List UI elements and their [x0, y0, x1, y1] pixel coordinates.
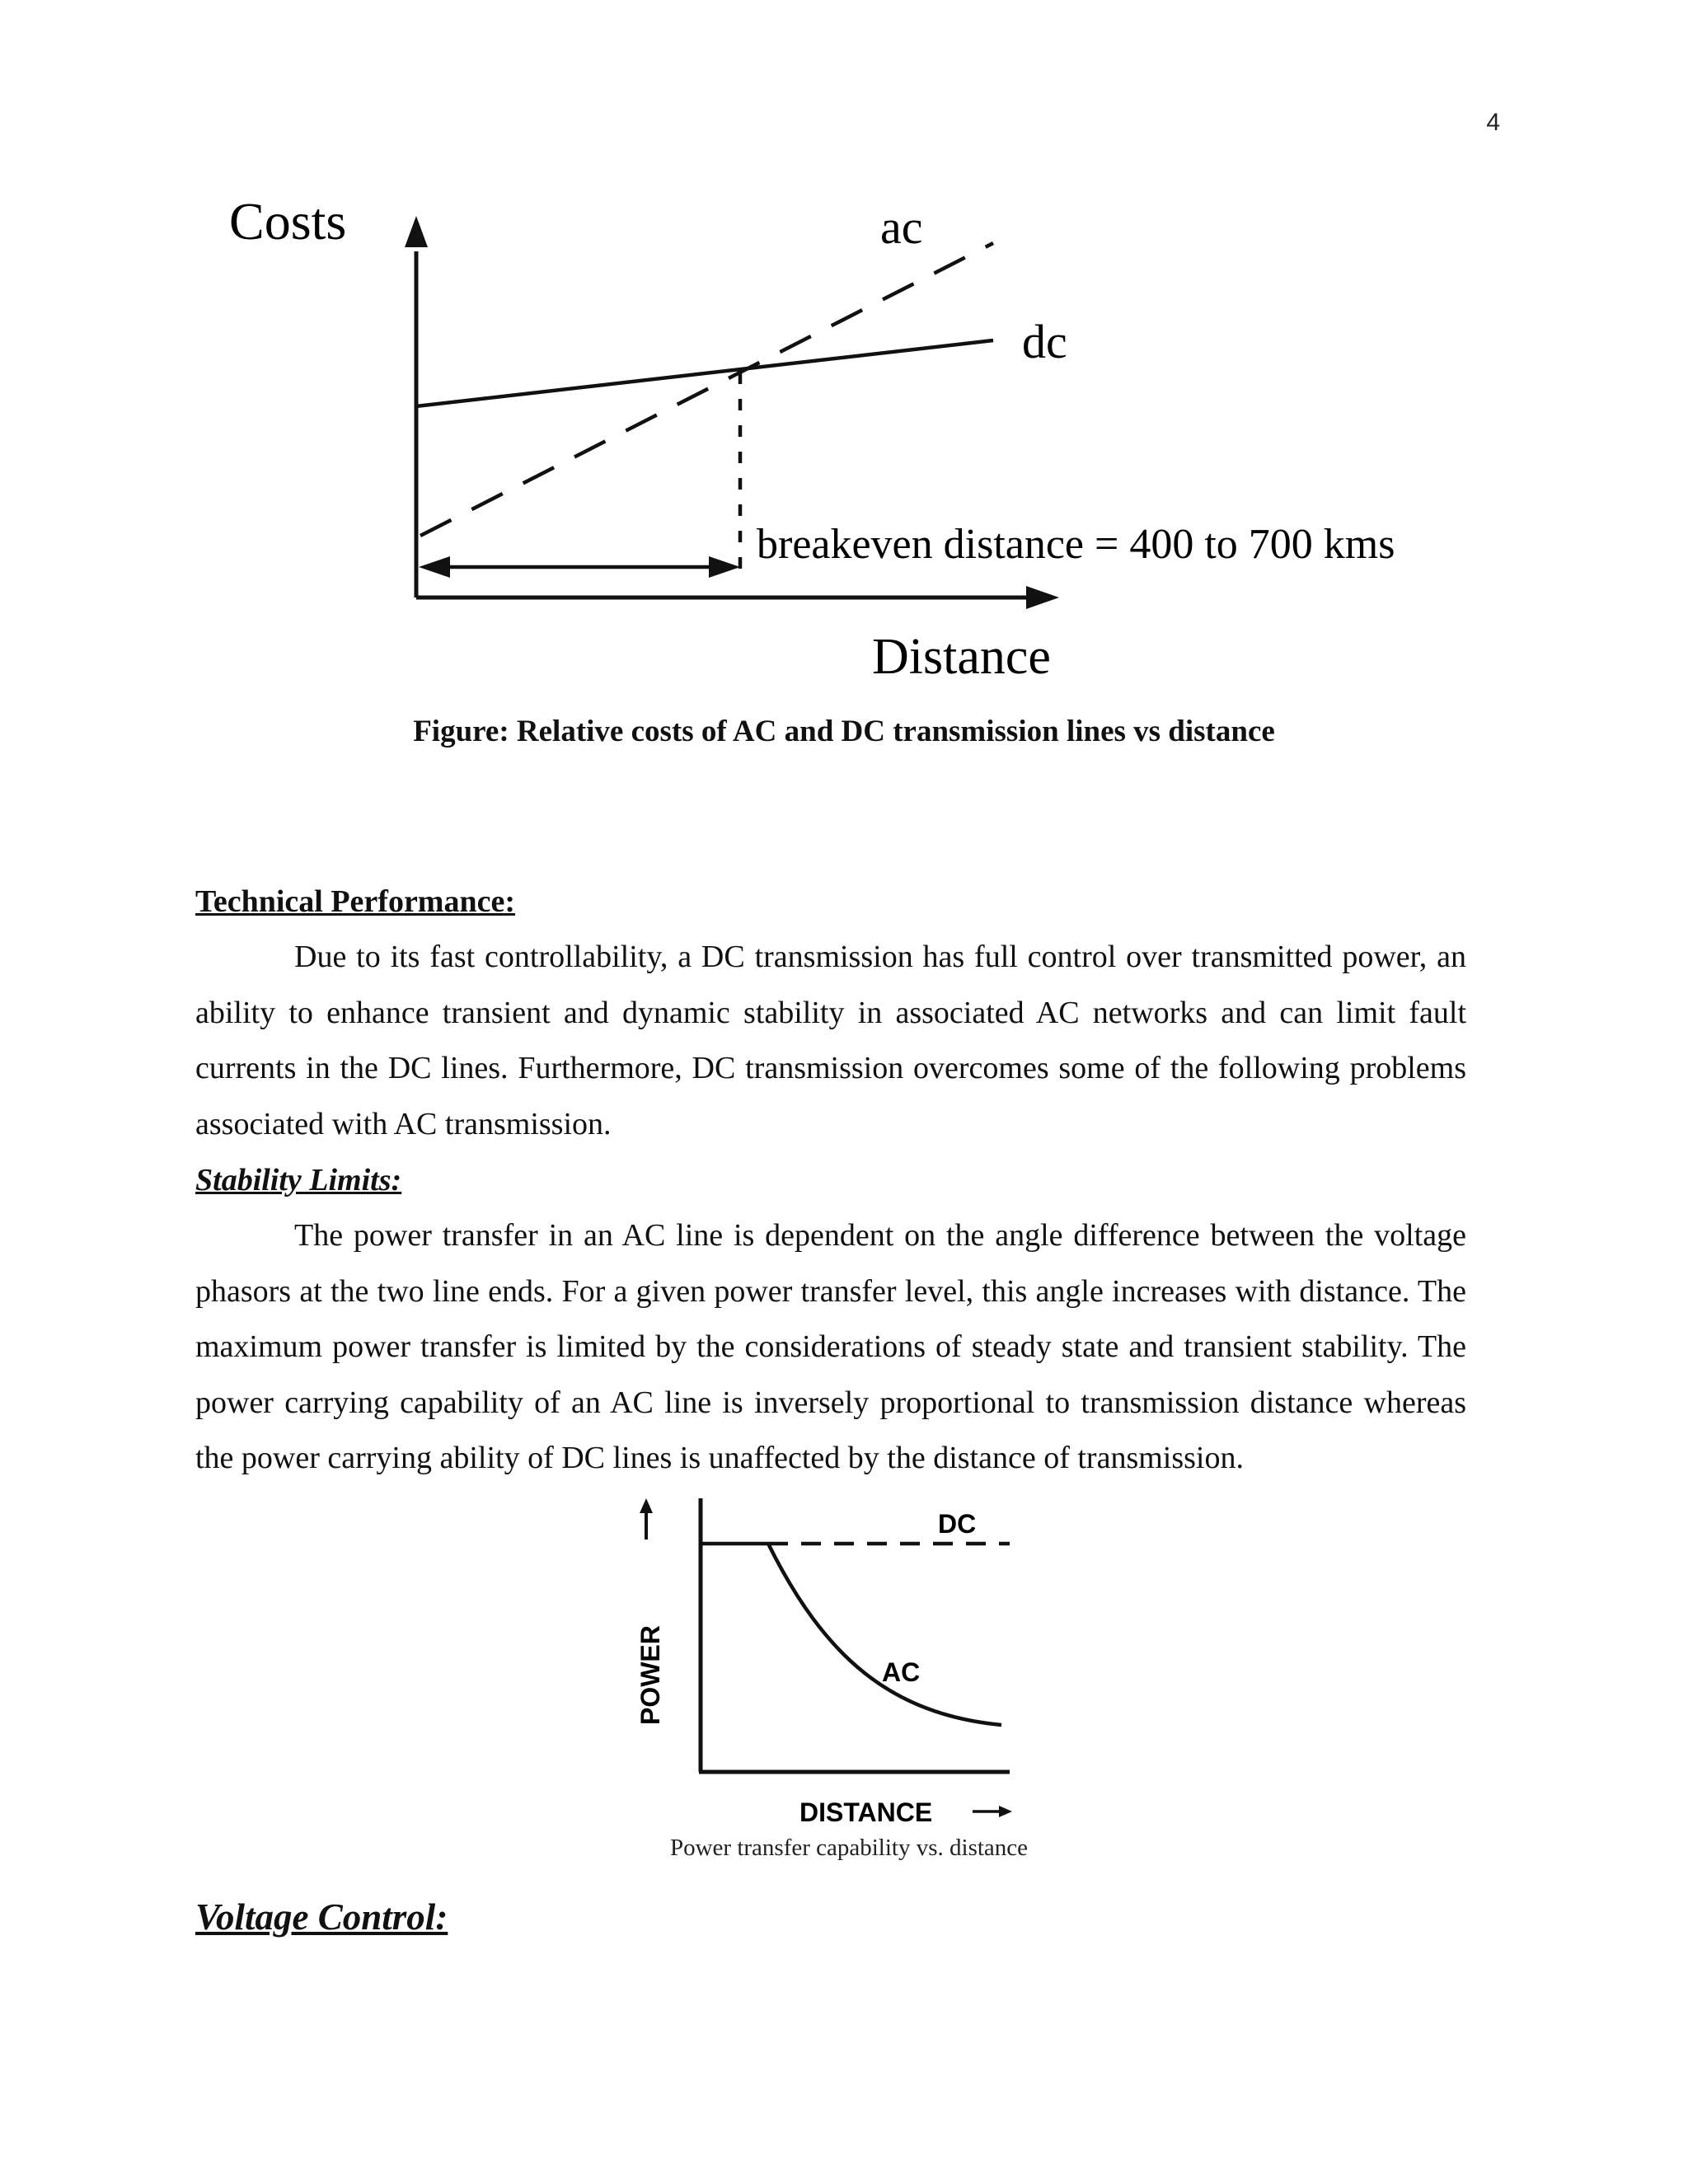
ac-series-label: ac: [880, 200, 923, 254]
paragraph-technical-performance: Due to its fast controllability, a DC transmission has full control over transmitted power, an ability to enhance transient and dynamic stability in associated AC networks and can limit fault currents in the DC lines. Furthermore, DC transmission overcomes some of the following problems associated with AC transmission.: [195, 940, 1466, 1141]
dc-series-label: dc: [1022, 315, 1067, 368]
dc-label: DC: [938, 1509, 977, 1539]
ac-series-curve: [768, 1544, 1001, 1725]
breakeven-arrow-left: [419, 556, 450, 578]
breakeven-arrow-right: [709, 556, 740, 578]
section-heading-stability-limits: Stability Limits:: [195, 1163, 402, 1197]
figure-caption-power: Power transfer capability vs. distance: [669, 1835, 1029, 1861]
y-axis-label: POWER: [635, 1625, 665, 1725]
breakeven-annotation: breakeven distance = 400 to 700 kms: [757, 521, 1395, 568]
ac-label: AC: [882, 1657, 921, 1687]
y-axis-label: Costs: [229, 192, 347, 251]
figure-caption: Figure: Relative costs of AC and DC transmission lines vs distance: [413, 715, 1275, 748]
section-heading-voltage-control: Voltage Control:: [195, 1896, 448, 1938]
x-axis-label: Distance: [872, 629, 1051, 685]
power-direction-arrowhead: [640, 1498, 653, 1513]
paragraph-stability-limits: The power transfer in an AC line is dependent on the angle difference between the voltage phasors at the two line ends. For a given power transfer level, this angle increases with distance. The maximum power transfer is limited by the considerations of steady state and transient stability. The power carrying capability of an AC line is inversely proportional to transmission distance whereas the power carrying ability of DC lines is unaffected by the distance of transmission.: [195, 1218, 1466, 1475]
power-vs-distance-chart: [0, 1483, 1688, 1846]
dc-series-line: [416, 340, 993, 406]
section-heading-technical-performance: Technical Performance:: [195, 884, 515, 919]
y-axis-arrow: [405, 216, 428, 247]
x-axis-label: DISTANCE: [799, 1797, 933, 1827]
ac-series-line: [420, 243, 993, 536]
x-axis-arrow: [1026, 586, 1059, 609]
distance-direction-arrowhead: [999, 1806, 1012, 1817]
costs-vs-distance-chart: [0, 0, 1688, 709]
page-number: 4: [1486, 109, 1500, 136]
